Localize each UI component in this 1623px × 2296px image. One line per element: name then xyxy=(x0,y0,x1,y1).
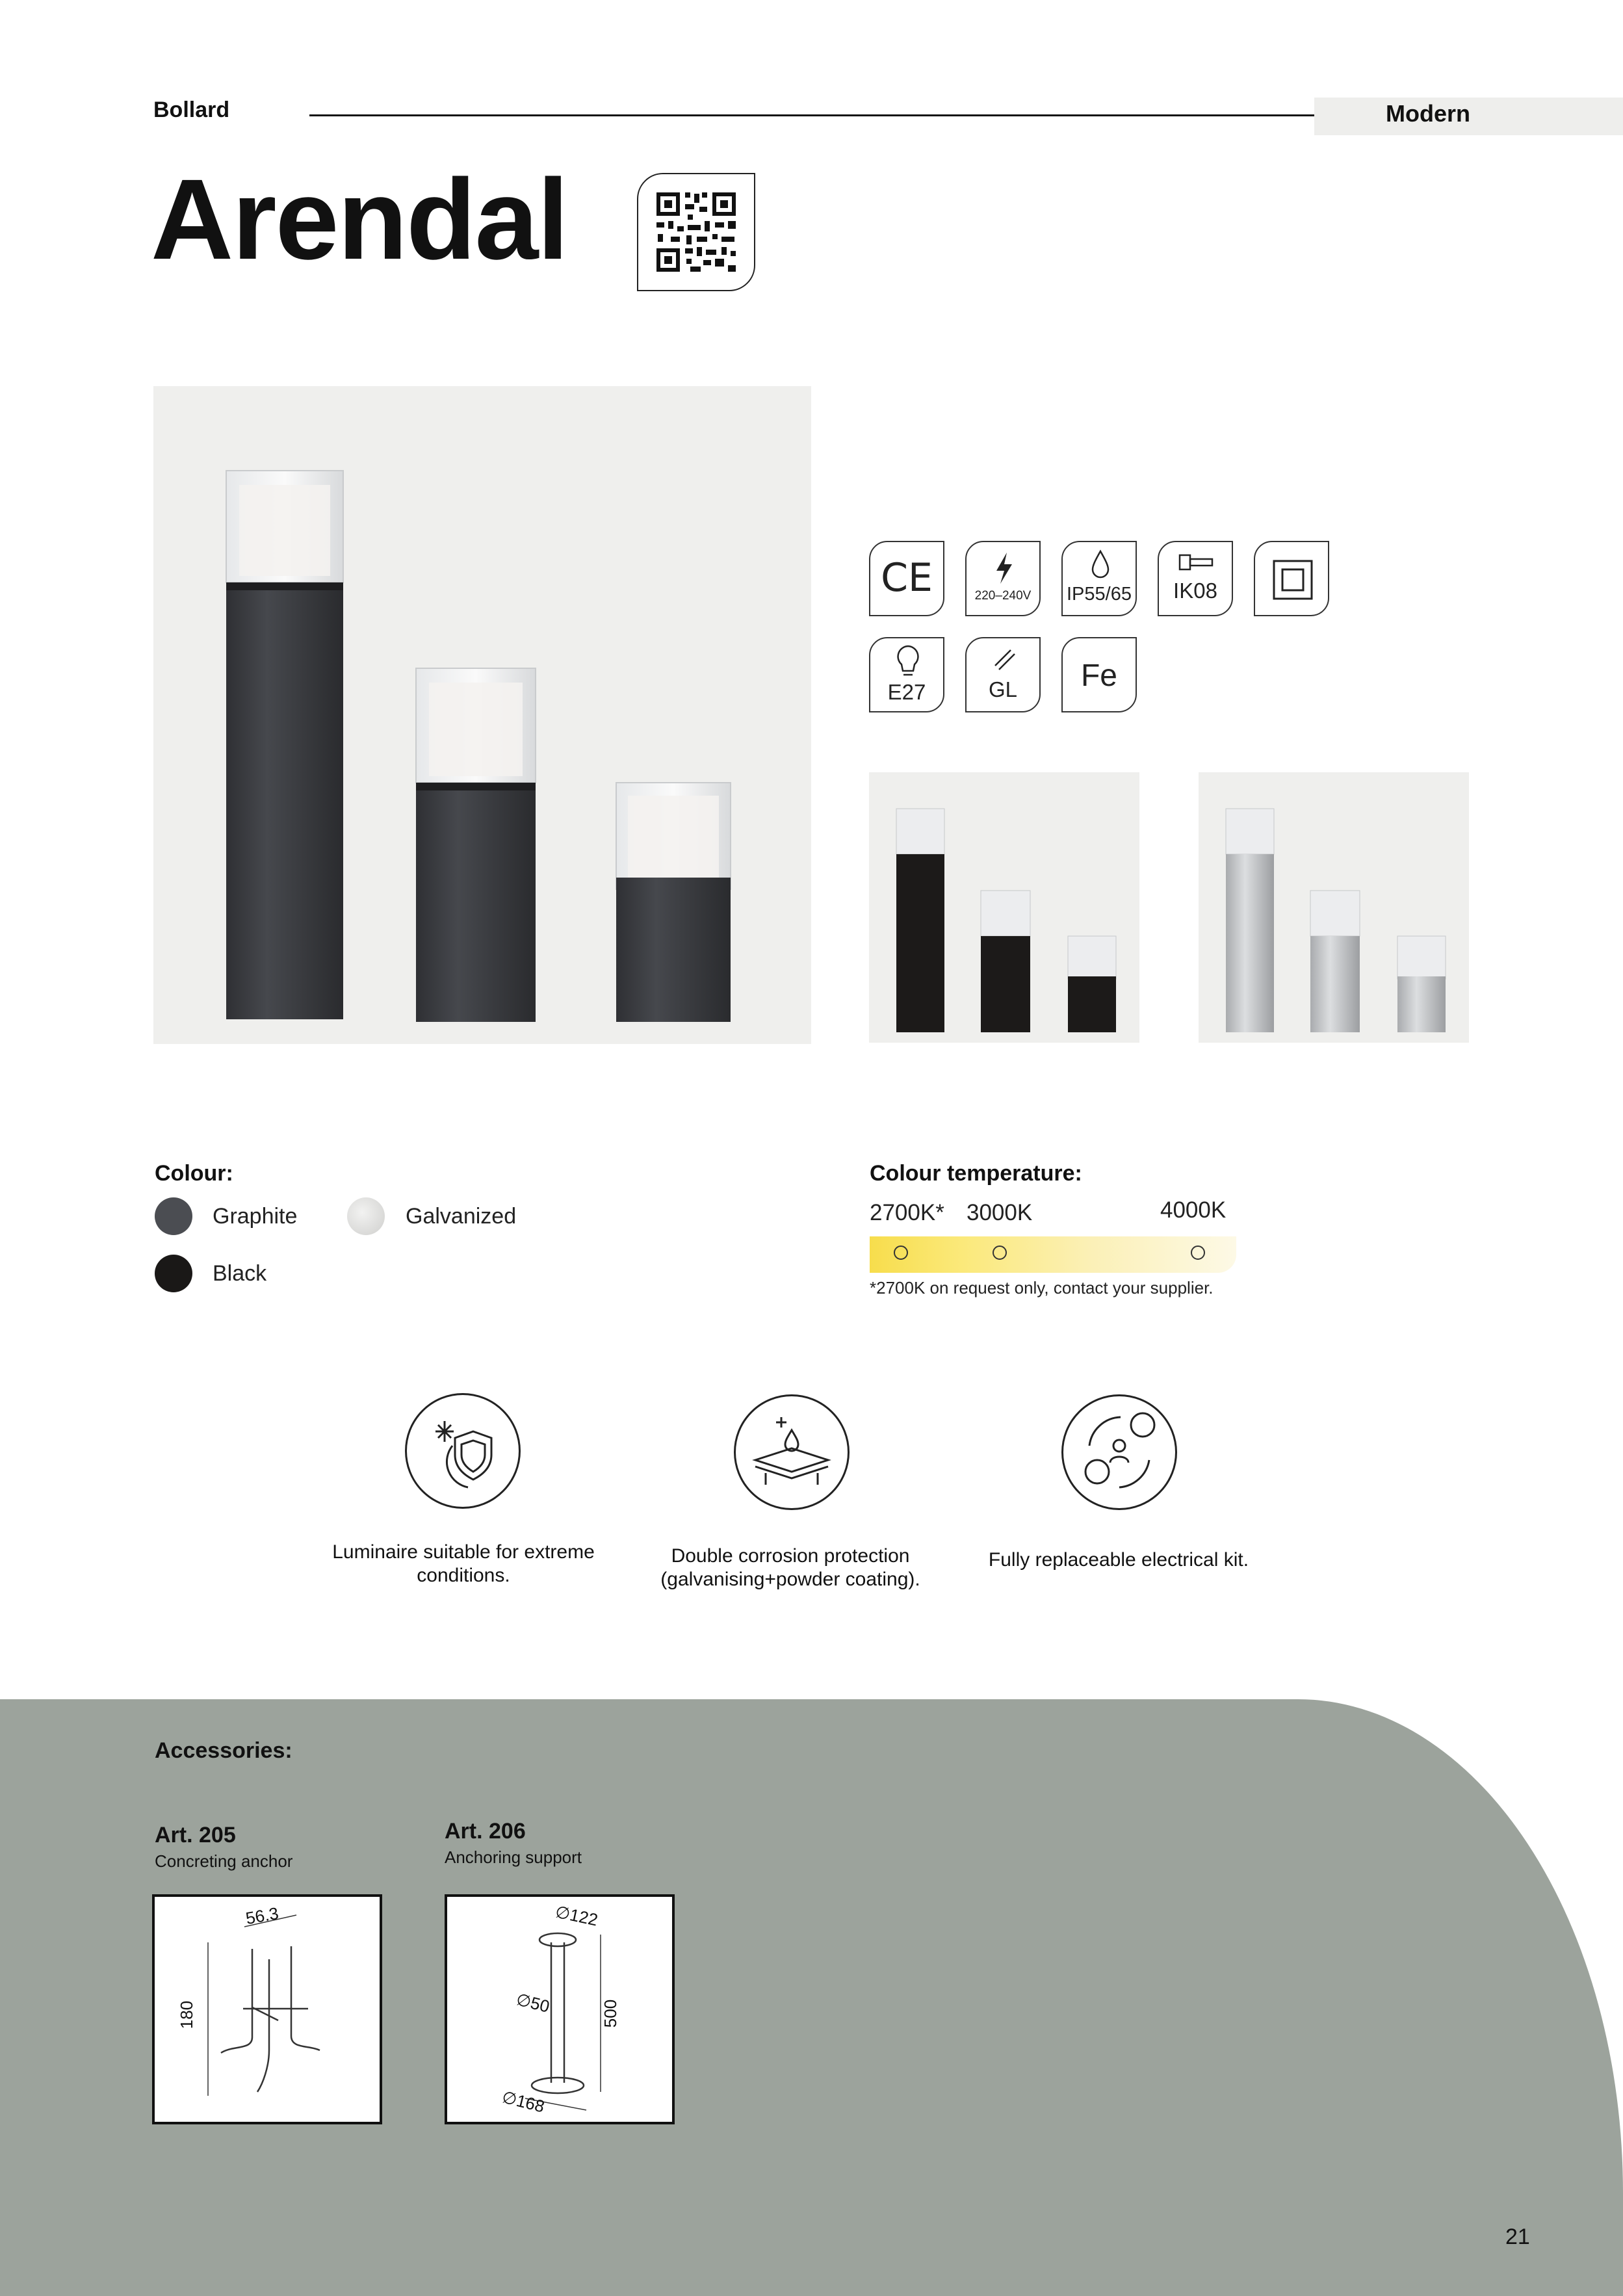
colour-heading: Colour: xyxy=(155,1161,233,1186)
glass-label: GL xyxy=(988,677,1018,701)
style-badge xyxy=(1314,98,1623,135)
dim-base-diameter-206: ∅168 xyxy=(500,2087,547,2117)
accessories-heading: Accessories: xyxy=(155,1738,292,1763)
lightning-bolt-icon xyxy=(965,541,1041,616)
ct-marker-4000k xyxy=(1191,1246,1205,1260)
style-label: Modern xyxy=(1386,100,1470,127)
header-divider xyxy=(309,114,1316,116)
swatch-galvanized xyxy=(347,1197,385,1235)
impact-hammer-icon xyxy=(1158,541,1233,616)
ct-value-3000k: 3000K xyxy=(967,1200,1033,1225)
extreme-conditions-icon xyxy=(405,1393,521,1509)
hero-product-photo xyxy=(153,386,811,1044)
bulb-icon xyxy=(869,637,944,712)
ct-value-2700k: 2700K* xyxy=(870,1200,944,1225)
accessory-desc-206: Anchoring support xyxy=(445,1847,582,1867)
accessory-drawing-205 xyxy=(152,1894,382,2124)
class-ii-insulation-icon xyxy=(1254,541,1329,616)
accessory-drawing-206 xyxy=(445,1894,675,2124)
dim-top-diameter-206: ∅122 xyxy=(553,1901,600,1930)
dim-width-205: 56.3 xyxy=(244,1903,280,1929)
ce-mark-text: CE xyxy=(881,555,933,601)
iron-material-icon xyxy=(1061,637,1137,712)
replaceable-kit-icon xyxy=(1061,1394,1177,1510)
swatch-label-black: Black xyxy=(213,1261,267,1286)
swatch-black xyxy=(155,1255,192,1292)
glass-diffuser-icon xyxy=(965,637,1041,712)
feature-text-extreme-conditions: Luminaire suitable for extreme conditions. xyxy=(332,1541,595,1586)
material-label: Fe xyxy=(1080,659,1117,693)
ip-rating-label: IP55/65 xyxy=(1067,584,1132,605)
ct-value-4000k: 4000K xyxy=(1160,1197,1227,1223)
product-photo-galvanized xyxy=(1199,772,1469,1043)
dim-tube-diameter-206: ∅50 xyxy=(514,1989,552,2016)
page-number: 21 xyxy=(1505,2224,1530,2249)
accessory-desc-205: Concreting anchor xyxy=(155,1851,293,1871)
dim-height-206: 500 xyxy=(601,1999,621,2028)
accessory-code-205: Art. 205 xyxy=(155,1823,236,1847)
socket-label: E27 xyxy=(887,680,926,704)
ct-marker-2700k xyxy=(894,1246,908,1260)
accessory-code-206: Art. 206 xyxy=(445,1819,526,1844)
category-label: Bollard xyxy=(153,98,230,122)
ik-rating-label: IK08 xyxy=(1173,579,1217,603)
product-title: Arendal xyxy=(151,156,568,283)
colour-temperature-note: *2700K on request only, contact your supplier. xyxy=(870,1278,1214,1298)
qr-code-icon[interactable] xyxy=(637,173,755,291)
ct-marker-3000k xyxy=(993,1246,1007,1260)
water-drop-icon xyxy=(1061,541,1137,616)
ce-mark-icon xyxy=(869,541,944,616)
corrosion-protection-icon xyxy=(734,1394,850,1510)
swatch-graphite xyxy=(155,1197,192,1235)
colour-temperature-bar xyxy=(870,1236,1236,1273)
swatch-label-graphite: Graphite xyxy=(213,1204,298,1229)
feature-text-corrosion-protection: Double corrosion protection (galvanising+powder coating). xyxy=(660,1545,920,1590)
swatch-label-galvanized: Galvanized xyxy=(406,1204,517,1229)
colour-temperature-heading: Colour temperature: xyxy=(870,1161,1082,1186)
feature-text-replaceable-kit: Fully replaceable electrical kit. xyxy=(988,1549,1249,1571)
product-photo-black xyxy=(869,772,1139,1043)
dim-height-205: 180 xyxy=(177,2000,197,2029)
voltage-label: 220–240V xyxy=(974,589,1032,603)
